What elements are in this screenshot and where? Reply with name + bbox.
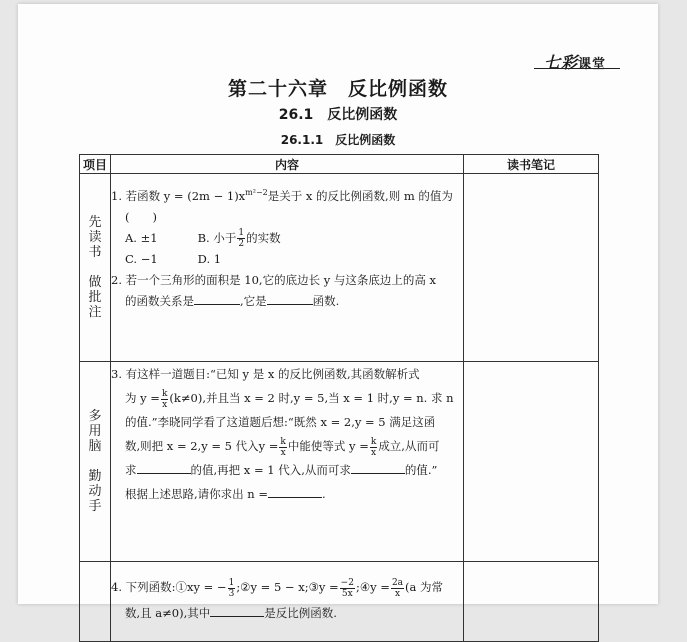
textbook-page <box>18 4 658 620</box>
question-3: 3. 有这样一道题目:“已知 y 是 x 的反比例函数,其函数解析式 <box>111 367 420 381</box>
row-label-practice <box>80 562 111 642</box>
section-title: 26.1 反比例函数 <box>278 107 398 123</box>
row-content-questions-1-2: 1. 若函数 $y = (2m - 1)x^{m^2-2}$是关于 x 的反比例函数,则 m 的值为 ( ) A. ±1 B. 小于 $\frac{1}{2}$ 的实数 C. −1 D. 1 2. 若一个三角形的面积是 10,它的底边长 y 与这条底边上的高 x 的函数关系是 ,它是 函数. <box>111 174 464 362</box>
row-label-think: 多 用 脑 勤 动 手 <box>80 362 111 562</box>
header-item: 项目 <box>80 155 111 174</box>
header-content: 内容 <box>111 155 464 174</box>
table-header-row <box>80 155 599 174</box>
header-notes: 读书笔记 <box>464 155 599 174</box>
answer-blank[interactable] <box>137 462 191 474</box>
question-2: 2. 若一个三角形的面积是 10,它的底边长 y 与这条底边上的高 x <box>111 273 437 288</box>
study-table <box>79 154 599 642</box>
question-1: 1. 若函数 $y = (2m - 1)x^{m^2-2}$是关于 x 的反比例函数,则 m 的值为 <box>111 188 453 203</box>
answer-blank[interactable] <box>210 605 264 617</box>
notes-cell[interactable] <box>464 562 599 642</box>
row-content-question-4: 4. 下列函数:①xy = − $\frac{1}{3}$ ;②y = 5 − x;③y = $\frac{-2}{5x}$ ;④y = $\frac{2a}{x}$ (a 为常 数,且 a≠0),其中 是反比例函数. <box>111 562 464 642</box>
subsection-title: 26.1.1 反比例函数 <box>280 133 396 147</box>
chapter-title: 第二十六章 反比例函数 <box>227 78 448 100</box>
row-content-question-3: 3. 有这样一道题目:“已知 y 是 x 的反比例函数,其函数解析式 为 y = $\frac{k}{x}$ (k≠0),并且当 x = 2 时,y = 5,当 x = 1 时,y = n. 求 n 的值.”李晓同学看了这道题后想:“既然 x = 2,y = 5 满足这函 数,则把 x = 2,y = 5 代入y = $\frac{k}{x}$ 中能使等式 y = $\frac{k}{x}$ 成立,从而可 求 的值,再把 x = 1 代入,从而可求 的值.” 根据上述思路,请你求出 n = . <box>111 362 464 562</box>
question-1-options-cd: C. −1 D. 1 <box>125 252 222 267</box>
brand-logo: 七彩课堂 <box>544 53 607 72</box>
question-4: 4. 下列函数:①xy = − $\frac{1}{3}$ ;②y = 5 − x;③y = $\frac{-2}{5x}$ ;④y = $\frac{2a}{x}$ (a 为常 <box>111 577 444 599</box>
table-row <box>80 362 599 562</box>
answer-blank[interactable] <box>194 293 240 305</box>
table-row <box>80 562 599 642</box>
table-row <box>80 174 599 362</box>
question-1-options-ab: A. ±1 B. 小于 $\frac{1}{2}$ 的实数 <box>125 228 281 250</box>
notes-cell[interactable] <box>464 174 599 362</box>
answer-blank[interactable] <box>351 462 405 474</box>
answer-blank[interactable] <box>267 293 313 305</box>
brand-underline <box>534 68 620 69</box>
notes-cell[interactable] <box>464 362 599 562</box>
answer-blank[interactable] <box>268 486 322 498</box>
row-label-read: 先 读 书 做 批 注 <box>80 174 111 362</box>
